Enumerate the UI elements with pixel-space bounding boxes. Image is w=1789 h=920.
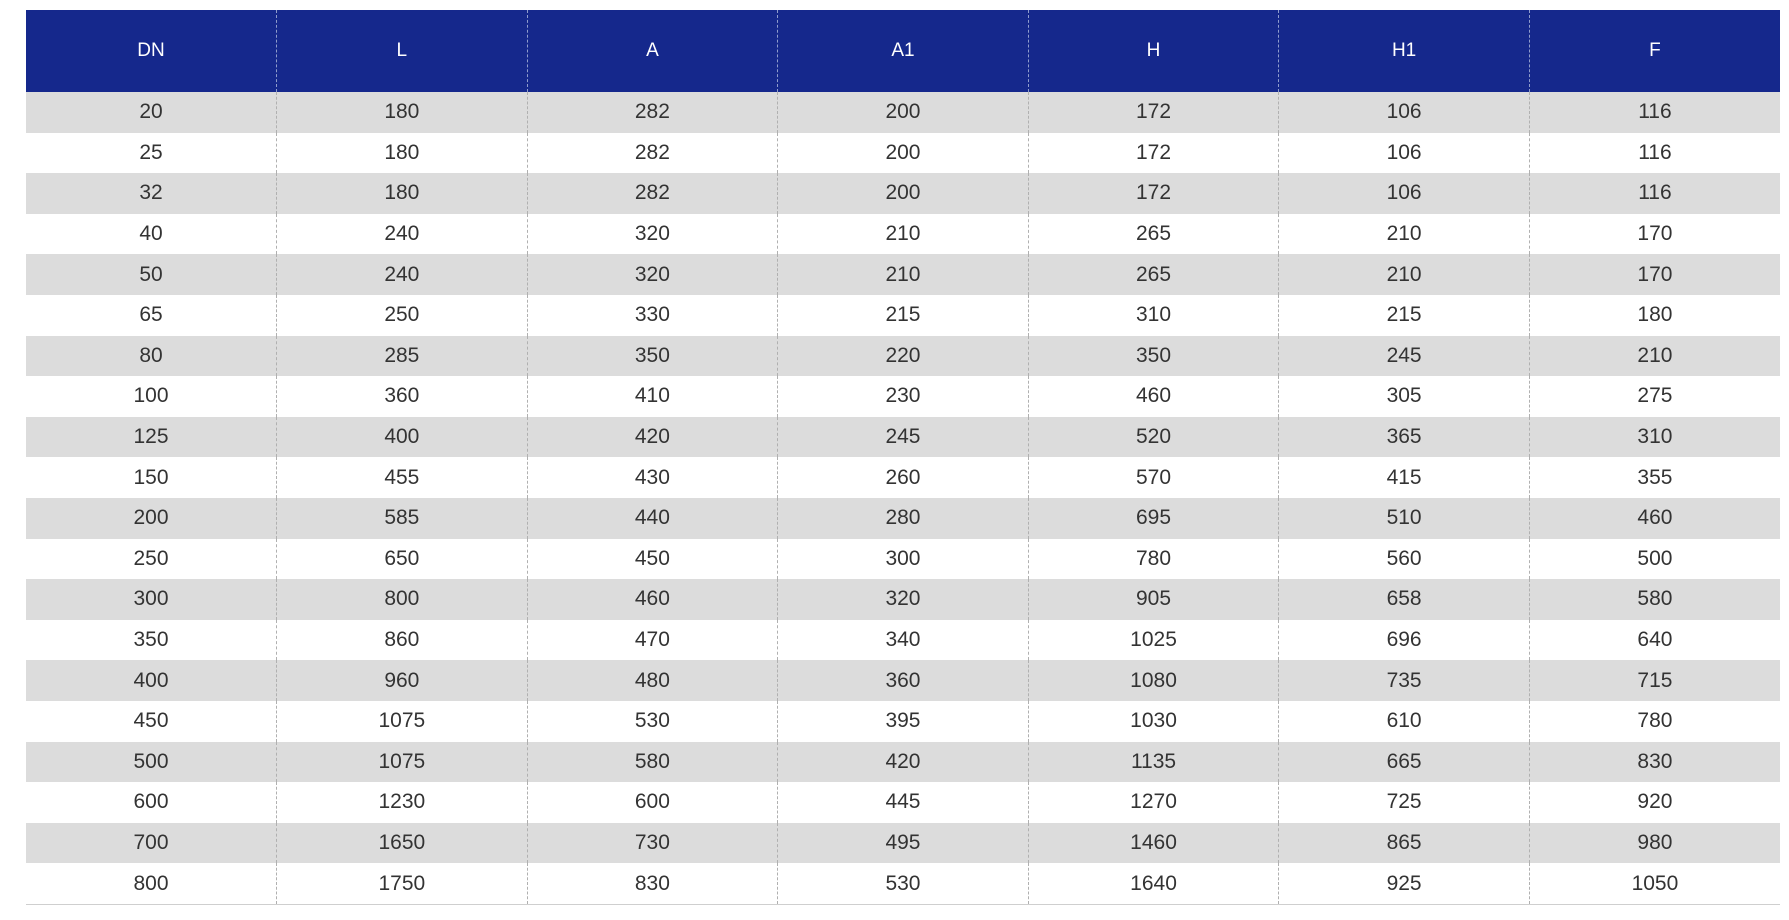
cell-f: 580 <box>1529 579 1780 620</box>
cell-a: 282 <box>527 92 778 133</box>
cell-a: 350 <box>527 336 778 377</box>
table-row <box>26 620 1780 661</box>
cell-a: 600 <box>527 782 778 823</box>
header-cell-a1: A1 <box>778 10 1029 92</box>
cell-a1: 530 <box>778 863 1029 904</box>
cell-f: 715 <box>1529 660 1780 701</box>
cell-f: 170 <box>1529 214 1780 255</box>
cell-f: 920 <box>1529 782 1780 823</box>
cell-h: 570 <box>1028 457 1279 498</box>
cell-a1: 395 <box>778 701 1029 742</box>
cell-h1: 215 <box>1279 295 1530 336</box>
cell-a1: 320 <box>778 579 1029 620</box>
cell-l: 1075 <box>277 742 528 783</box>
cell-h1: 245 <box>1279 336 1530 377</box>
cell-f: 116 <box>1529 92 1780 133</box>
table-row <box>26 579 1780 620</box>
table-row <box>26 660 1780 701</box>
table-row <box>26 133 1780 174</box>
cell-f: 170 <box>1529 254 1780 295</box>
cell-a: 470 <box>527 620 778 661</box>
cell-a1: 280 <box>778 498 1029 539</box>
table-row <box>26 823 1780 864</box>
cell-dn: 500 <box>26 742 277 783</box>
cell-h: 1270 <box>1028 782 1279 823</box>
table-row <box>26 295 1780 336</box>
cell-a: 282 <box>527 133 778 174</box>
table-row <box>26 214 1780 255</box>
cell-l: 180 <box>277 92 528 133</box>
cell-h1: 210 <box>1279 214 1530 255</box>
table-row <box>26 539 1780 580</box>
cell-h: 1135 <box>1028 742 1279 783</box>
cell-f: 980 <box>1529 823 1780 864</box>
cell-dn: 350 <box>26 620 277 661</box>
cell-h: 265 <box>1028 254 1279 295</box>
cell-f: 210 <box>1529 336 1780 377</box>
cell-dn: 65 <box>26 295 277 336</box>
cell-a: 420 <box>527 417 778 458</box>
cell-a: 440 <box>527 498 778 539</box>
table-header <box>26 10 1780 92</box>
cell-a: 460 <box>527 579 778 620</box>
cell-h1: 665 <box>1279 742 1530 783</box>
cell-dn: 250 <box>26 539 277 580</box>
cell-f: 500 <box>1529 539 1780 580</box>
cell-dn: 20 <box>26 92 277 133</box>
cell-h1: 365 <box>1279 417 1530 458</box>
cell-l: 400 <box>277 417 528 458</box>
cell-l: 360 <box>277 376 528 417</box>
cell-h: 780 <box>1028 539 1279 580</box>
cell-dn: 200 <box>26 498 277 539</box>
cell-h1: 560 <box>1279 539 1530 580</box>
cell-dn: 32 <box>26 173 277 214</box>
cell-h1: 610 <box>1279 701 1530 742</box>
cell-h: 1460 <box>1028 823 1279 864</box>
cell-a: 430 <box>527 457 778 498</box>
cell-dn: 50 <box>26 254 277 295</box>
cell-h1: 106 <box>1279 92 1530 133</box>
table-row <box>26 782 1780 823</box>
cell-dn: 125 <box>26 417 277 458</box>
cell-a1: 495 <box>778 823 1029 864</box>
cell-h1: 735 <box>1279 660 1530 701</box>
cell-l: 240 <box>277 254 528 295</box>
cell-f: 116 <box>1529 133 1780 174</box>
dimension-table <box>26 10 1780 904</box>
cell-h: 265 <box>1028 214 1279 255</box>
header-cell-h: H <box>1028 10 1279 92</box>
cell-a1: 260 <box>778 457 1029 498</box>
cell-h1: 865 <box>1279 823 1530 864</box>
cell-f: 460 <box>1529 498 1780 539</box>
cell-l: 285 <box>277 336 528 377</box>
cell-h1: 415 <box>1279 457 1530 498</box>
cell-a1: 340 <box>778 620 1029 661</box>
table-body <box>26 92 1780 904</box>
cell-dn: 40 <box>26 214 277 255</box>
cell-l: 455 <box>277 457 528 498</box>
cell-h: 1640 <box>1028 863 1279 904</box>
cell-a1: 360 <box>778 660 1029 701</box>
cell-l: 240 <box>277 214 528 255</box>
table-row <box>26 498 1780 539</box>
cell-a1: 300 <box>778 539 1029 580</box>
header-cell-l: L <box>277 10 528 92</box>
header-row <box>26 10 1780 92</box>
cell-h1: 305 <box>1279 376 1530 417</box>
cell-h1: 106 <box>1279 173 1530 214</box>
cell-a: 410 <box>527 376 778 417</box>
cell-h1: 106 <box>1279 133 1530 174</box>
cell-h: 460 <box>1028 376 1279 417</box>
table-row <box>26 173 1780 214</box>
cell-dn: 100 <box>26 376 277 417</box>
cell-f: 355 <box>1529 457 1780 498</box>
cell-dn: 800 <box>26 863 277 904</box>
cell-a: 320 <box>527 254 778 295</box>
dimension-table-container <box>26 10 1780 905</box>
cell-f: 1050 <box>1529 863 1780 904</box>
header-cell-dn: DN <box>26 10 277 92</box>
table-row <box>26 92 1780 133</box>
cell-f: 180 <box>1529 295 1780 336</box>
cell-a1: 210 <box>778 254 1029 295</box>
cell-l: 800 <box>277 579 528 620</box>
cell-a: 450 <box>527 539 778 580</box>
cell-h: 1080 <box>1028 660 1279 701</box>
cell-a1: 230 <box>778 376 1029 417</box>
cell-dn: 700 <box>26 823 277 864</box>
cell-l: 960 <box>277 660 528 701</box>
cell-l: 585 <box>277 498 528 539</box>
cell-l: 1075 <box>277 701 528 742</box>
cell-l: 180 <box>277 133 528 174</box>
cell-h1: 658 <box>1279 579 1530 620</box>
cell-a: 530 <box>527 701 778 742</box>
cell-a1: 445 <box>778 782 1029 823</box>
cell-dn: 450 <box>26 701 277 742</box>
cell-l: 1750 <box>277 863 528 904</box>
cell-h1: 696 <box>1279 620 1530 661</box>
cell-l: 650 <box>277 539 528 580</box>
table-row <box>26 701 1780 742</box>
cell-a: 730 <box>527 823 778 864</box>
cell-l: 1230 <box>277 782 528 823</box>
cell-f: 830 <box>1529 742 1780 783</box>
cell-l: 180 <box>277 173 528 214</box>
cell-dn: 400 <box>26 660 277 701</box>
cell-h: 172 <box>1028 173 1279 214</box>
table-row <box>26 336 1780 377</box>
cell-f: 310 <box>1529 417 1780 458</box>
cell-a1: 420 <box>778 742 1029 783</box>
cell-h: 905 <box>1028 579 1279 620</box>
cell-dn: 25 <box>26 133 277 174</box>
cell-h: 1025 <box>1028 620 1279 661</box>
cell-h: 350 <box>1028 336 1279 377</box>
cell-a1: 200 <box>778 173 1029 214</box>
cell-h: 695 <box>1028 498 1279 539</box>
cell-f: 275 <box>1529 376 1780 417</box>
cell-a: 330 <box>527 295 778 336</box>
cell-l: 1650 <box>277 823 528 864</box>
cell-dn: 300 <box>26 579 277 620</box>
cell-h: 172 <box>1028 92 1279 133</box>
header-cell-h1: H1 <box>1279 10 1530 92</box>
table-row <box>26 457 1780 498</box>
cell-h: 172 <box>1028 133 1279 174</box>
cell-dn: 600 <box>26 782 277 823</box>
cell-h1: 510 <box>1279 498 1530 539</box>
table-row <box>26 742 1780 783</box>
cell-a: 830 <box>527 863 778 904</box>
cell-h1: 210 <box>1279 254 1530 295</box>
cell-f: 116 <box>1529 173 1780 214</box>
table-row <box>26 417 1780 458</box>
cell-h: 310 <box>1028 295 1279 336</box>
cell-a: 480 <box>527 660 778 701</box>
header-cell-f: F <box>1529 10 1780 92</box>
table-row <box>26 254 1780 295</box>
cell-h: 520 <box>1028 417 1279 458</box>
cell-f: 640 <box>1529 620 1780 661</box>
cell-h1: 925 <box>1279 863 1530 904</box>
cell-l: 860 <box>277 620 528 661</box>
cell-dn: 150 <box>26 457 277 498</box>
cell-a1: 245 <box>778 417 1029 458</box>
header-cell-a: A <box>527 10 778 92</box>
cell-a1: 200 <box>778 133 1029 174</box>
table-row <box>26 376 1780 417</box>
cell-a1: 200 <box>778 92 1029 133</box>
table-row <box>26 863 1780 904</box>
cell-a1: 215 <box>778 295 1029 336</box>
cell-a: 282 <box>527 173 778 214</box>
cell-dn: 80 <box>26 336 277 377</box>
cell-f: 780 <box>1529 701 1780 742</box>
cell-h: 1030 <box>1028 701 1279 742</box>
cell-a: 580 <box>527 742 778 783</box>
cell-h1: 725 <box>1279 782 1530 823</box>
cell-a1: 220 <box>778 336 1029 377</box>
cell-l: 250 <box>277 295 528 336</box>
cell-a: 320 <box>527 214 778 255</box>
cell-a1: 210 <box>778 214 1029 255</box>
